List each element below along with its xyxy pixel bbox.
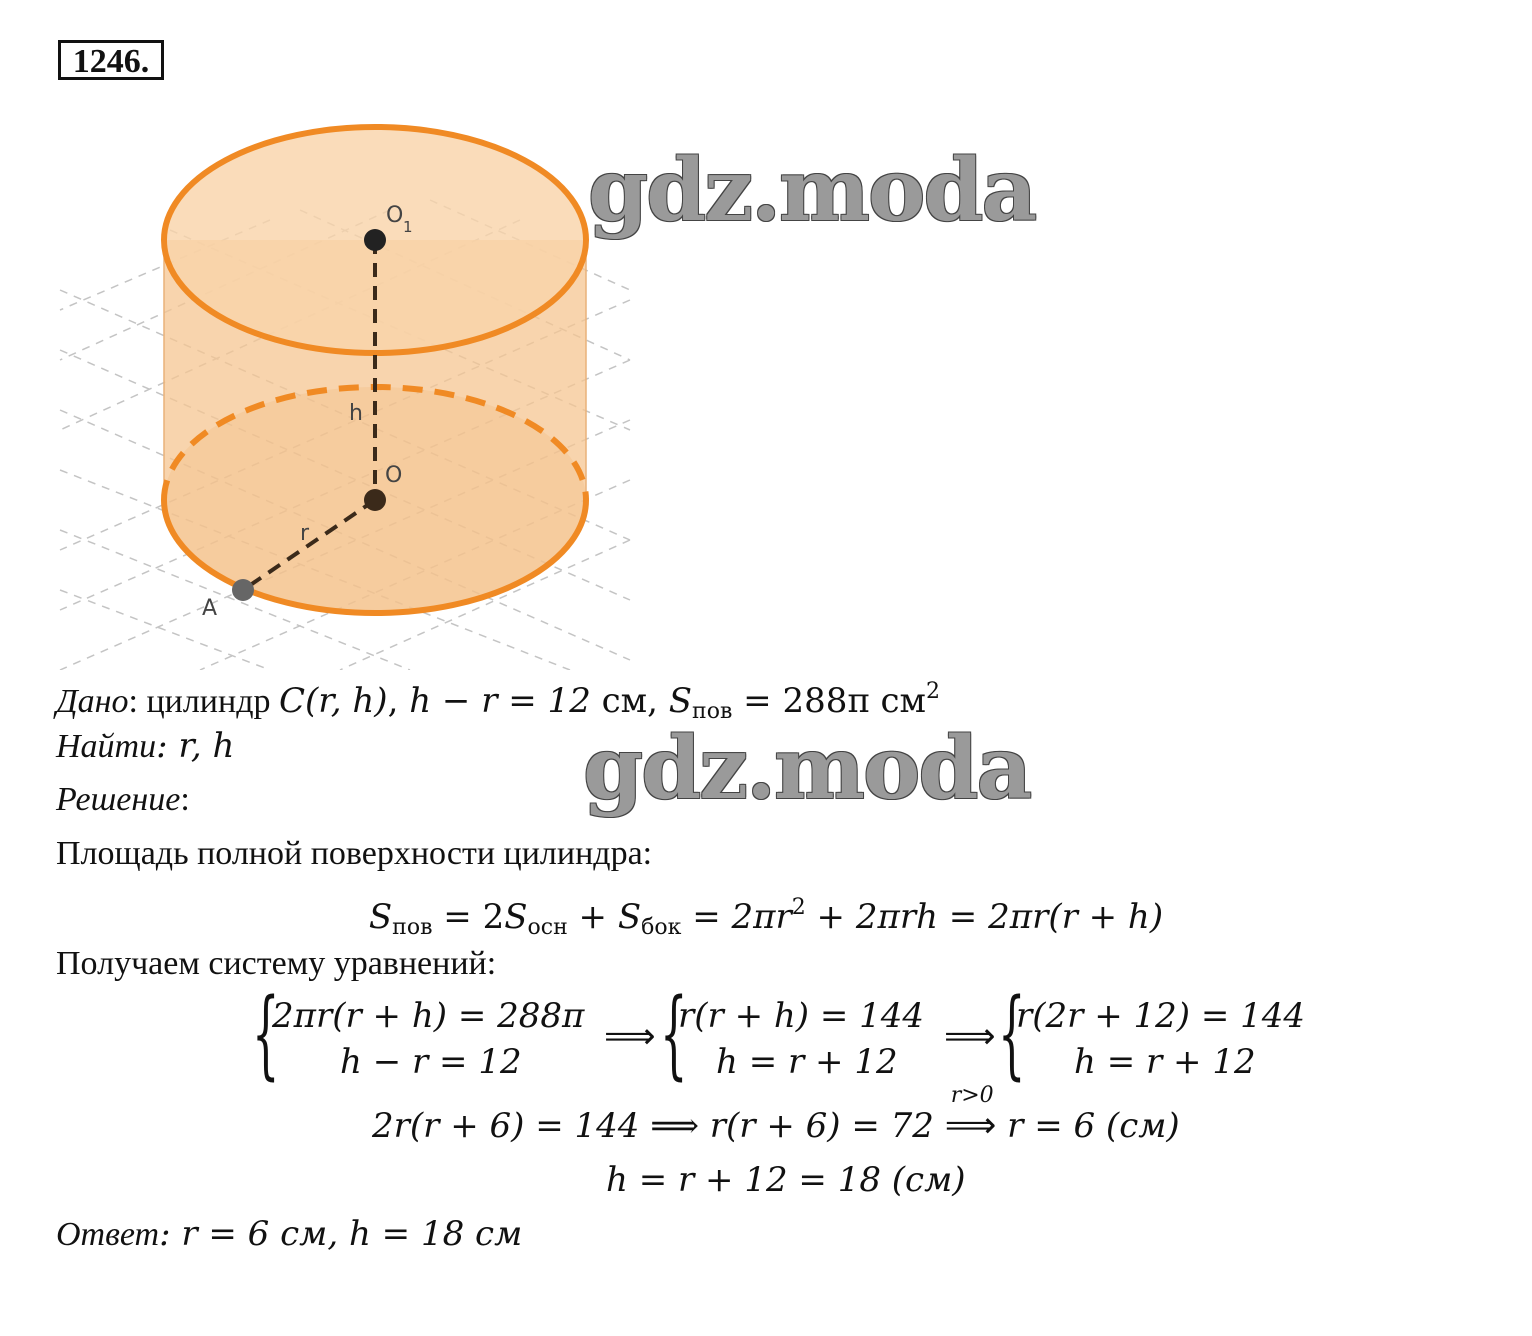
solution-label: Решение: [56, 781, 181, 818]
label-h: h: [349, 401, 363, 426]
surface-area-intro: Площадь полной поверхности цилиндра:: [56, 835, 653, 872]
label-r: r: [300, 521, 310, 546]
step-1: 2r(r + 6) = 144 ⟹ r(r + 6) = 72 r>0 ⟹ r = 6 (см): [372, 1106, 1180, 1146]
answer-label: Ответ: [56, 1216, 160, 1253]
step-2: h = r + 12 = 18 (см): [606, 1160, 966, 1200]
solution-line: Решение:: [56, 781, 190, 818]
condition-r-positive: r>0: [950, 1083, 994, 1108]
given-line: Дано: цилиндр C(r, h), h − r = 12 см, $S_{пов} = 288\pi$ $см^2$: [56, 679, 940, 724]
point-a: [232, 579, 254, 601]
label-o1: O: [386, 203, 404, 228]
find-label: Найти: [56, 728, 157, 765]
answer-line: Ответ: r = 6 см, h = 18 см: [56, 1214, 523, 1254]
brace-2: {: [660, 978, 688, 1090]
cylinder-figure: [50, 110, 640, 670]
arrow-2: ⟹: [944, 1016, 996, 1057]
given-label: Дано: [56, 683, 129, 720]
brace-3: {: [998, 978, 1026, 1090]
brace-1: {: [252, 978, 280, 1090]
arrow-1: ⟹: [604, 1016, 656, 1057]
surface-area-formula: $S_{пов} = 2S_{осн} + S_{бок} = 2\pi r^2 + 2\pi rh = 2\pi r(r + h)$: [368, 895, 1164, 940]
system-intro: Получаем систему уравнений:: [56, 945, 497, 982]
watermark-bottom: gdz.moda: [583, 718, 1031, 819]
label-a: A: [202, 596, 218, 621]
label-o1-sub: 1: [403, 218, 413, 236]
center-top-point: [364, 229, 386, 251]
label-o: O: [385, 463, 403, 488]
watermark-top: gdz.moda: [588, 140, 1036, 241]
find-line: Найти: r, h: [56, 726, 235, 766]
center-bottom-point: [364, 489, 386, 511]
problem-number: 1246.: [58, 40, 164, 80]
